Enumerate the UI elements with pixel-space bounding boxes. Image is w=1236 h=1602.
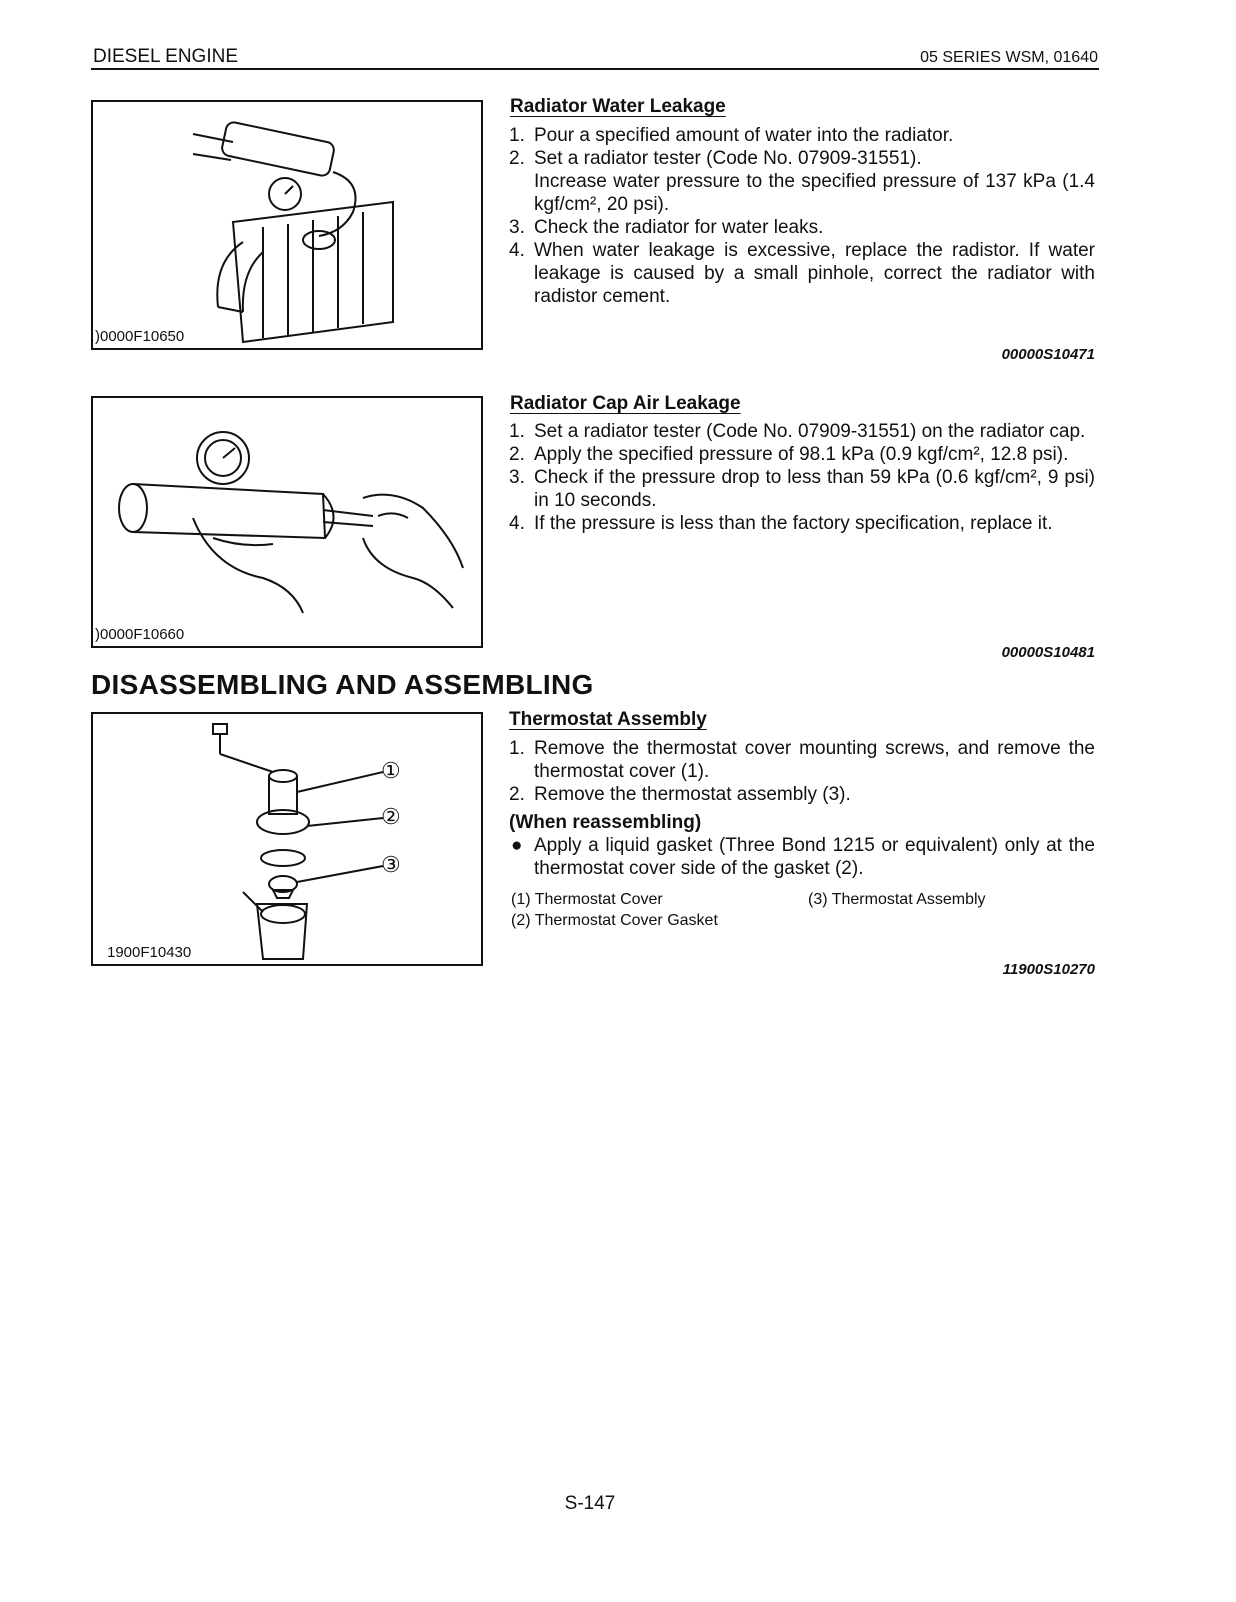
step-number: 1. (509, 738, 525, 759)
step-number: 3. (509, 217, 525, 238)
bullet-dot: ● (511, 835, 523, 856)
figure-code: )0000F10660 (95, 626, 185, 643)
main-title: DISASSEMBLING AND ASSEMBLING (91, 669, 594, 700)
callout-3: ③ (381, 852, 401, 877)
legend-label: Thermostat Cover (534, 891, 663, 908)
thermostat-exploded-illustration (93, 714, 481, 964)
step-text: Set a radiator tester (Code No. 07909-31551). (534, 148, 922, 169)
legend-number: (1) (511, 891, 531, 908)
step-text: Set a radiator tester (Code No. 07909-31551) on the radiator cap. (534, 421, 1086, 442)
figure-cap-tester (91, 396, 483, 648)
legend-item-1 (511, 891, 663, 909)
step-text: Increase water pressure to the specified pressure of 137 kPa (1.4 kgf/cm², 20 psi). (534, 171, 1095, 215)
thermostat-steps (509, 737, 1095, 880)
reference-code: 00000S10481 (1001, 644, 1095, 661)
step-number: 2. (509, 444, 525, 465)
legend-number: (2) (511, 912, 531, 929)
step-item (509, 512, 1095, 535)
header-rule (91, 68, 1099, 70)
legend-item-3 (808, 891, 986, 909)
step-text: If the pressure is less than the factory specification, replace it. (534, 513, 1053, 534)
step-number: 1. (509, 125, 525, 146)
legend-label: Thermostat Assembly (831, 891, 986, 908)
step-item (509, 216, 1095, 239)
cap-leakage-steps (509, 420, 1095, 535)
step-item (509, 443, 1095, 466)
legend-number: (3) (808, 891, 828, 908)
section-title-thermostat: Thermostat Assembly (509, 709, 707, 730)
step-number: 3. (509, 467, 525, 488)
legend-label: Thermostat Cover Gasket (534, 912, 718, 929)
header-section-title: DIESEL ENGINE (93, 46, 239, 67)
step-number: 4. (509, 513, 525, 534)
step-text: Remove the thermostat cover mounting screws, and remove the thermostat cover (1). (534, 738, 1095, 782)
reference-code: 11900S10270 (1002, 961, 1095, 978)
step-item (509, 737, 1095, 783)
step-item (509, 420, 1095, 443)
step-number: 4. (509, 240, 525, 261)
figure-code: )0000F10650 (95, 328, 185, 345)
step-text: Pour a specified amount of water into the radiator. (534, 125, 954, 146)
bullet-text: Apply a liquid gasket (Three Bond 1215 or equivalent) only at the thermostat cover side of the gasket (2). (534, 835, 1095, 879)
step-item (509, 783, 1095, 806)
callout-2: ② (381, 804, 401, 829)
callout-1: ① (381, 758, 401, 783)
step-item (509, 124, 1095, 147)
step-item (509, 466, 1095, 512)
bullet-item (509, 834, 1095, 880)
step-number: 1. (509, 421, 525, 442)
water-leakage-steps (509, 124, 1095, 308)
page-number: S-147 (564, 1493, 616, 1514)
step-item (509, 239, 1095, 308)
step-text: Apply the specified pressure of 98.1 kPa (0.9 kgf/cm², 12.8 psi). (534, 444, 1069, 465)
reference-code: 00000S10471 (1001, 346, 1095, 363)
legend-item-2 (511, 912, 718, 930)
step-text: Remove the thermostat assembly (3). (534, 784, 851, 805)
step-text: When water leakage is excessive, replace the radistor. If water leakage is caused by a small pinhole, correct the radiator with radistor cement. (534, 240, 1095, 307)
step-text: Check the radiator for water leaks. (534, 217, 824, 238)
step-text: Check if the pressure drop to less than 59 kPa (0.6 kgf/cm², 9 psi) in 10 seconds. (534, 467, 1095, 511)
step-item (509, 170, 1095, 216)
header-manual-code: 05 SERIES WSM, 01640 (920, 49, 1098, 66)
figure-code: 1900F10430 (107, 944, 192, 961)
step-number: 2. (509, 148, 525, 169)
figure-radiator-tester (91, 100, 483, 350)
section-title-water-leakage: Radiator Water Leakage (510, 96, 726, 117)
step-item (509, 147, 1095, 170)
radiator-tester-illustration (93, 102, 481, 348)
section-title-cap-leakage: Radiator Cap Air Leakage (510, 393, 741, 414)
cap-tester-illustration (93, 398, 481, 646)
reassembling-heading: (When reassembling) (509, 812, 702, 833)
step-number: 2. (509, 784, 525, 805)
figure-thermostat (91, 712, 483, 966)
